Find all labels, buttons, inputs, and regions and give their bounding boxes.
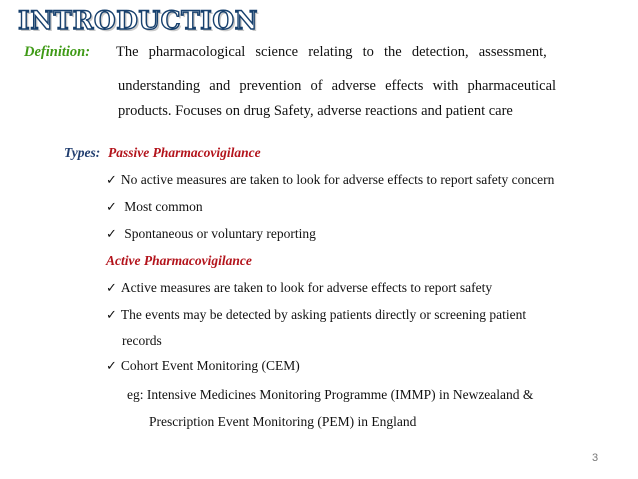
types-label: Types: [64, 145, 101, 160]
checkmark-icon: ✓ [106, 359, 117, 374]
passive-item-1-text: No active measures are taken to look for adverse effects to report safety concern [120, 172, 555, 187]
definition-line-2: understanding and prevention of adverse effects with pharmaceutical [118, 78, 557, 94]
checkmark-icon: ✓ [106, 308, 117, 323]
checkmark-icon: ✓ [106, 227, 117, 242]
passive-item-2 [106, 199, 203, 215]
active-item-2-text: The events may be detected by asking patients directly or screening patient [120, 307, 527, 322]
slide-title: INTRODUCTION [18, 6, 259, 35]
passive-item-1 [106, 172, 554, 188]
passive-item-2-text: Most common [120, 199, 203, 214]
definition-label: Definition: [24, 44, 91, 60]
passive-item-3-text: Spontaneous or voluntary reporting [120, 226, 316, 241]
active-item-3 [106, 358, 300, 374]
passive-heading: Passive Pharmacovigilance [108, 145, 261, 160]
definition-line-3: products. Focuses on drug Safety, adverse reactions and patient care [118, 103, 513, 119]
passive-item-3 [106, 226, 316, 242]
example-line-2: Prescription Event Monitoring (PEM) in England [149, 414, 417, 429]
active-item-2 [106, 307, 526, 323]
page-number: 3 [592, 452, 599, 464]
checkmark-icon: ✓ [106, 281, 117, 296]
example-line-1: eg: Intensive Medicines Monitoring Programme (IMMP) in Newzealand & [127, 387, 534, 402]
active-item-2-continuation: records [122, 333, 162, 348]
checkmark-icon: ✓ [106, 173, 117, 188]
active-heading: Active Pharmacovigilance [106, 253, 252, 268]
active-item-1 [106, 280, 492, 296]
active-item-3-text: Cohort Event Monitoring (CEM) [120, 358, 300, 373]
active-item-1-text: Active measures are taken to look for adverse effects to report safety [120, 280, 493, 295]
definition-line-1: The pharmacological science relating to the detection, assessment, [116, 44, 547, 60]
checkmark-icon: ✓ [106, 200, 117, 215]
